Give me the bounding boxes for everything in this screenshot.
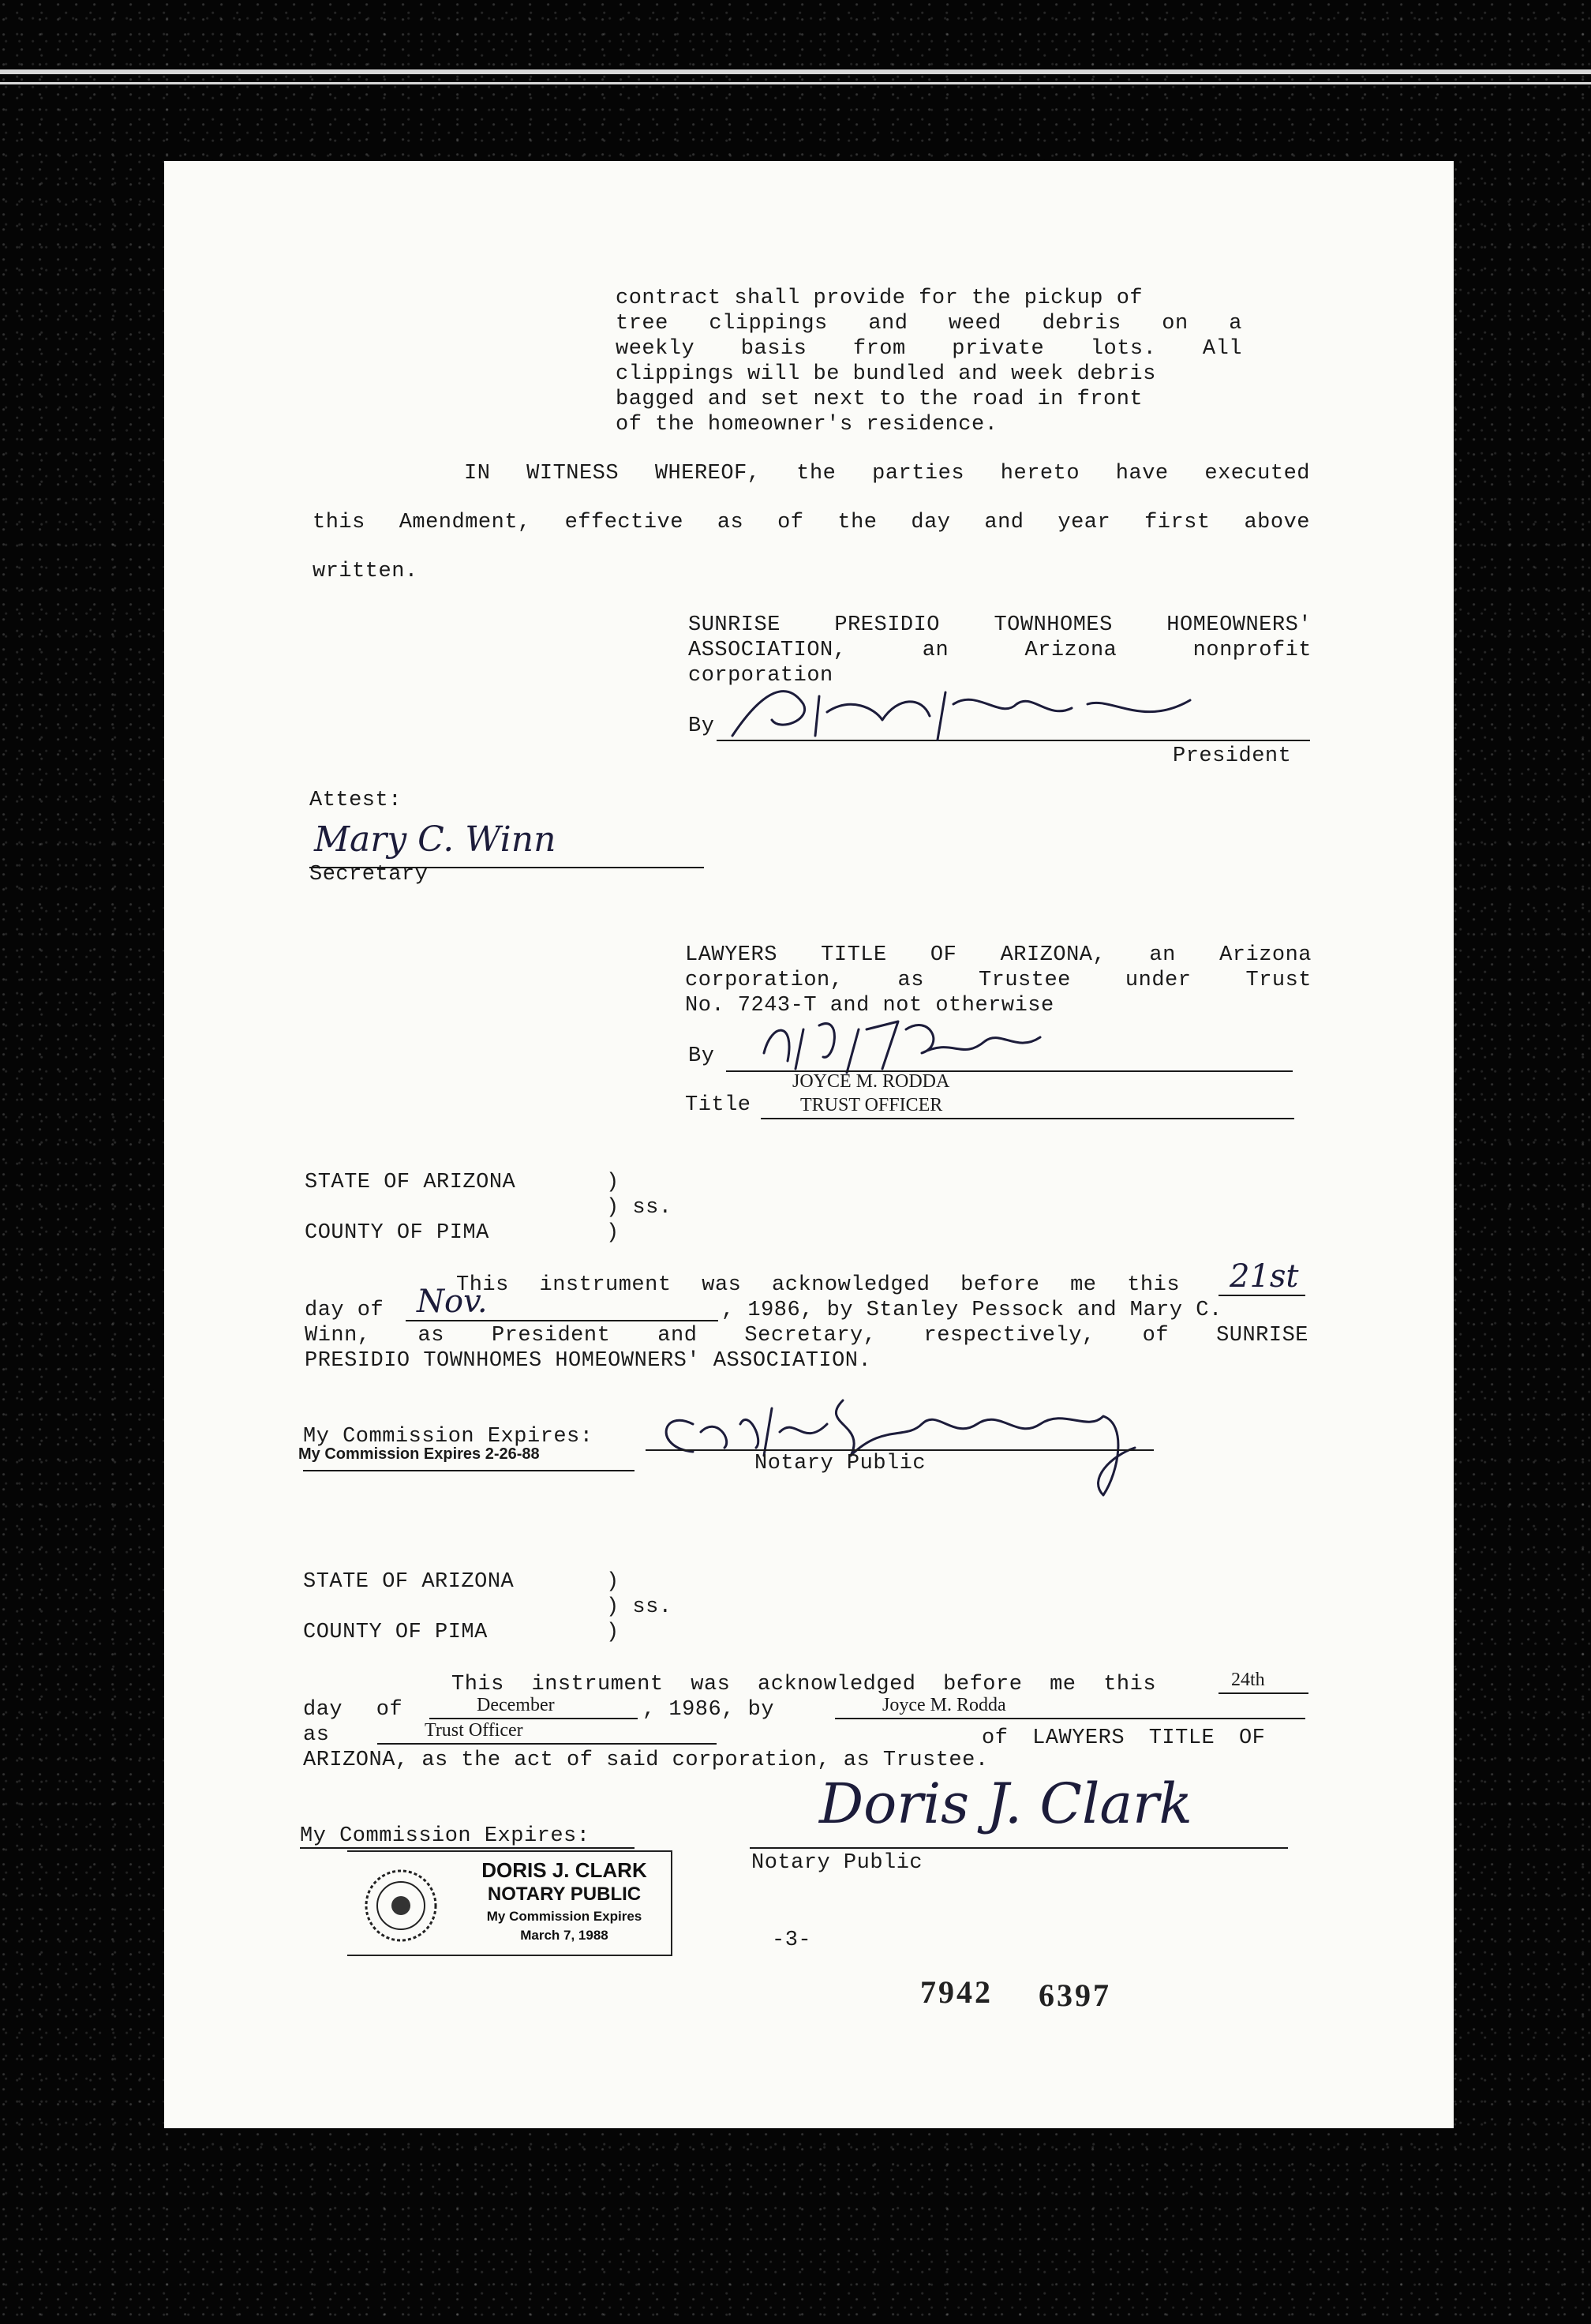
association-line: ASSOCIATION, an Arizona nonprofit	[688, 639, 1312, 662]
paragraph-line: bagged and set next to the road in front	[616, 388, 1144, 411]
trustee-line: LAWYERS TITLE OF ARIZONA, an Arizona	[685, 943, 1312, 967]
page-number: -3-	[772, 1929, 812, 1952]
ack1-commission-label: My Commission Expires:	[303, 1425, 593, 1449]
recording-page: 6397	[1039, 1977, 1111, 2013]
ack2-as-label: as	[303, 1723, 330, 1747]
ack2-name-typed: Joyce M. Rodda	[882, 1695, 1006, 1715]
notary-seal-stamp	[347, 1850, 672, 1956]
attest-role: Secretary	[309, 863, 429, 886]
ack2-county: COUNTY OF PIMA	[303, 1621, 488, 1644]
ack1-notary-signature	[646, 1377, 1166, 1503]
seal-expires-date: March 7, 1988	[520, 1928, 608, 1943]
president-signature	[717, 673, 1206, 752]
ack1-month-line	[406, 1320, 718, 1321]
seal-expires-label: My Commission Expires	[486, 1909, 642, 1924]
ack1-commission-stamp: My Commission Expires 2-26-88	[298, 1445, 540, 1463]
ack1-text-line2: , 1986, by Stanley Pessock and Mary C.	[721, 1299, 1222, 1322]
paragraph-line: weekly basis from private lots. All	[616, 337, 1242, 361]
ack1-commission-line	[303, 1470, 635, 1471]
ack1-text-line1: This instrument was acknowledged before me this	[456, 1273, 1181, 1297]
ack2-name-line	[835, 1718, 1305, 1719]
association-role: President	[1173, 744, 1292, 768]
ack2-year-by: , 1986, by	[642, 1698, 775, 1722]
ack1-paren: )	[606, 1171, 620, 1194]
trustee-title-line	[761, 1118, 1294, 1119]
ack1-notary-label: Notary Public	[754, 1452, 927, 1475]
ack2-ss: ) ss.	[606, 1595, 672, 1619]
ack1-county: COUNTY OF PIMA	[305, 1221, 489, 1245]
ack2-day-line	[1219, 1692, 1308, 1694]
scan-artifact-line	[0, 82, 1591, 84]
trustee-title-label: Title	[685, 1093, 751, 1117]
ack1-day-of: day of	[305, 1299, 384, 1322]
ack2-text-line1: This instrument was acknowledged before me this	[451, 1673, 1157, 1696]
ack2-notary-line	[750, 1847, 1288, 1849]
witness-line-1: IN WITNESS WHEREOF, the parties hereto have executed	[464, 462, 1310, 485]
seal-title: NOTARY PUBLIC	[487, 1884, 642, 1905]
ack1-ss: ) ss.	[606, 1196, 672, 1220]
association-line: SUNRISE PRESIDIO TOWNHOMES HOMEOWNERS'	[688, 613, 1312, 637]
paragraph-line: tree clippings and weed debris on a	[616, 312, 1242, 335]
trustee-line: No. 7243-T and not otherwise	[685, 994, 1054, 1018]
attest-label: Attest:	[309, 789, 402, 812]
ack2-notary-signature: Doris J. Clark	[819, 1771, 1192, 1836]
ack2-notary-label: Notary Public	[751, 1851, 923, 1875]
ack1-day-handwritten: 21st	[1230, 1258, 1299, 1295]
ack2-of-text: of LAWYERS TITLE OF	[982, 1726, 1266, 1750]
ack2-day-typed: 24th	[1231, 1670, 1265, 1690]
recording-docket: 7942	[920, 1974, 993, 2010]
ack2-role-typed: Trust Officer	[425, 1720, 523, 1741]
trustee-by-label: By	[688, 1044, 715, 1068]
ack2-commission-label: My Commission Expires:	[300, 1824, 590, 1848]
ack2-commission-line	[300, 1847, 635, 1849]
witness-line-2: this Amendment, effective as of the day and year first above	[313, 511, 1310, 534]
paragraph-line: clippings will be bundled and week debris	[616, 362, 1156, 386]
ack1-text-line3: Winn, as President and Secretary, respectively, of SUNRISE	[305, 1324, 1308, 1348]
trustee-line: corporation, as Trustee under Trust	[685, 969, 1312, 992]
ack2-day-of: day of	[303, 1698, 403, 1722]
ack1-text-line4: PRESIDIO TOWNHOMES HOMEOWNERS' ASSOCIATION.	[305, 1349, 872, 1373]
ack2-paren: )	[606, 1570, 620, 1594]
document-page	[164, 161, 1454, 2128]
ack2-month-typed: December	[477, 1695, 555, 1715]
paragraph-line: contract shall provide for the pickup of	[616, 287, 1144, 310]
ack1-state: STATE OF ARIZONA	[305, 1171, 516, 1194]
witness-line-3: written.	[313, 560, 418, 583]
trustee-signer-typed: JOYCE M. RODDA	[792, 1071, 950, 1092]
association-line: corporation	[688, 664, 833, 688]
association-by-label: By	[688, 714, 715, 738]
seal-name: DORIS J. CLARK	[481, 1858, 647, 1882]
notary-seal-emblem	[361, 1866, 440, 1945]
ack1-month-handwritten: Nov.	[417, 1284, 488, 1320]
attest-signature: Mary C. Winn	[314, 819, 556, 860]
ack2-text-line4: ARIZONA, as the act of said corporation, as Trustee.	[303, 1749, 989, 1772]
ack1-day-line	[1219, 1295, 1305, 1296]
paragraph-line: of the homeowner's residence.	[616, 413, 998, 437]
scan-artifact-line	[0, 69, 1591, 74]
ack2-state: STATE OF ARIZONA	[303, 1570, 515, 1594]
ack2-role-line	[377, 1743, 717, 1745]
ack1-paren: )	[606, 1221, 620, 1245]
ack2-paren: )	[606, 1621, 620, 1644]
trustee-title-value: TRUST OFFICER	[800, 1095, 943, 1115]
